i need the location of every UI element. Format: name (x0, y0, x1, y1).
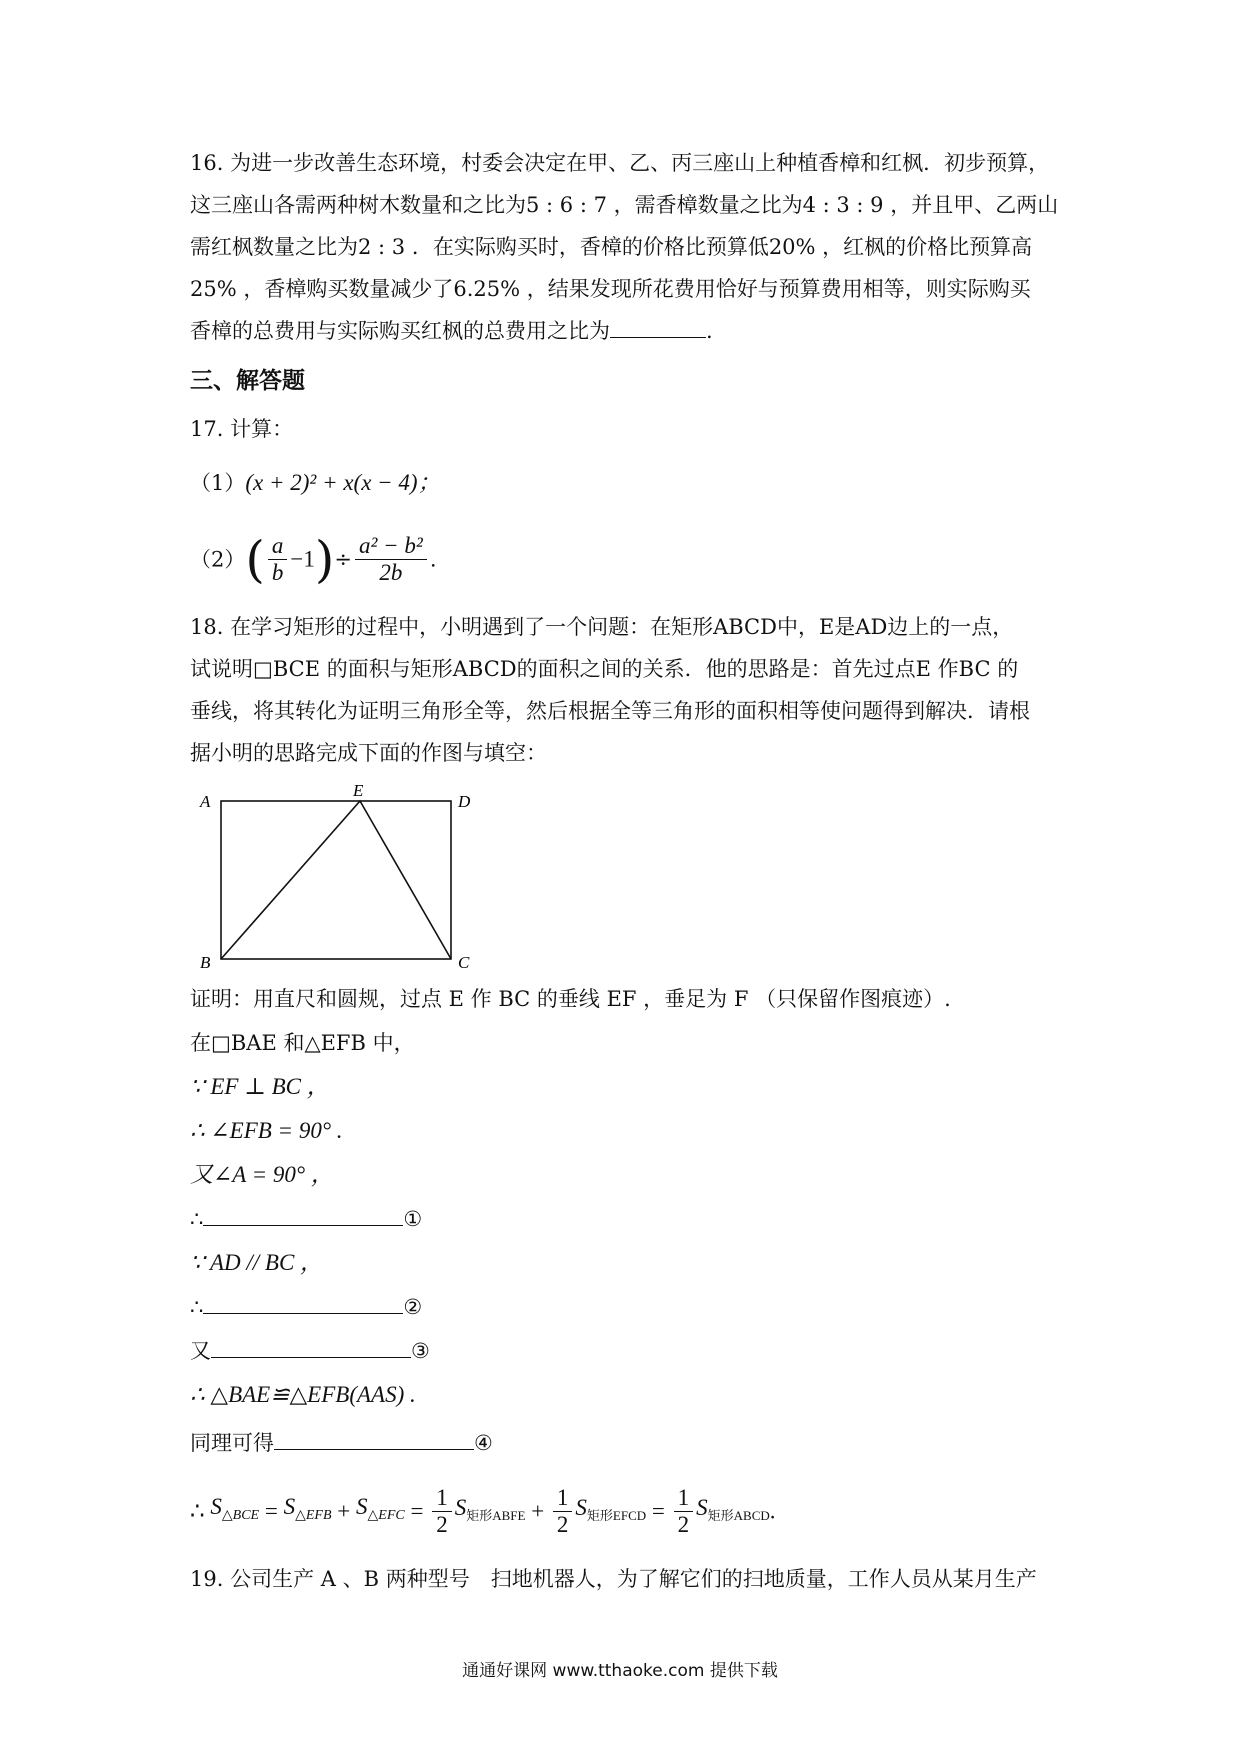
area-term-abfe: $S_{矩形ABFE}$ (454, 1494, 526, 1523)
proof-line-2: 在□BAE 和△EFB 中， (190, 1031, 415, 1055)
footer-source: 通通好课网 www.tthaoke.com 提供下载 (462, 1661, 778, 1681)
marker-2: ② (403, 1295, 423, 1319)
area-term-efb: $S_{\triangle EFB}$ (283, 1494, 332, 1523)
marker-1: ① (403, 1207, 423, 1231)
proof-line-6-prefix: ∴ (190, 1207, 204, 1231)
q17-p2-rparen: ) (314, 530, 335, 589)
label-a: A (200, 792, 211, 811)
plus-1: + (337, 1498, 351, 1524)
proof-line-4: ∴ ∠EFB = 90° . (190, 1118, 343, 1143)
half-fraction-3: $\frac{1}{2}$ (674, 1485, 694, 1538)
half-fraction-1: $\frac{1}{2}$ (432, 1485, 452, 1538)
area-equation-end: . (769, 1498, 776, 1524)
area-term-abcd: $S_{矩形ABCD}$ (696, 1494, 770, 1523)
label-d: D (458, 792, 471, 811)
q17-p2-label: （2） (190, 547, 246, 572)
proof-line-10: ∴ △BAE≌△EFB(AAS) . (190, 1382, 416, 1407)
equals-3: = (651, 1498, 665, 1524)
proof-line-1: 证明：用直尺和圆规，过点 E 作 BC 的垂线 EF ，垂足为 F （只保留作图痕迹）. (190, 987, 951, 1011)
q17-p1-label: （1） (190, 471, 246, 495)
q17-part-1 (190, 468, 441, 498)
q16-line-2: 这三座山各需两种树木数量和之比为5 : 6 : 7 ，需香樟数量之比为4 : 3 : 9 ，并且甲、乙两山 (190, 193, 1059, 217)
proof-line-9-prefix: 又 (190, 1339, 211, 1363)
answer-blank-1[interactable] (203, 1205, 403, 1226)
proof-line-6 (190, 1204, 422, 1234)
rectangle-abcd (221, 801, 451, 959)
label-e: E (353, 781, 364, 800)
proof-line-8-prefix: ∴ (190, 1295, 204, 1319)
q16-line-3: 需红枫数量之比为2 : 3 ．在实际购买时，香樟的价格比预算低20% ，红枫的价格比预算高 (190, 235, 1033, 259)
q16-end: . (706, 319, 713, 343)
area-term-efcd: $S_{矩形EFCD}$ (575, 1494, 647, 1523)
proof-line-3: ∵ EF ⊥ BC ， (190, 1074, 330, 1099)
q17-p2-minus-one: −1 (290, 546, 315, 572)
proof-line-7: ∵ AD // BC ， (190, 1250, 324, 1275)
label-c: C (458, 953, 470, 970)
label-b: B (200, 953, 211, 970)
q16-line-5 (190, 316, 713, 346)
triangle-bce-sides (221, 801, 451, 959)
section-title: 三、解答题 (190, 368, 305, 394)
therefore-symbol: ∴ (190, 1498, 205, 1524)
proof-line-11 (190, 1428, 493, 1458)
q18-line-4: 据小明的思路完成下面的作图与填空： (190, 741, 547, 765)
proof-line-5: 又∠A = 90° ， (190, 1162, 334, 1187)
q17-p2-lparen: ( (245, 530, 265, 589)
q16-answer-blank[interactable] (610, 317, 706, 338)
q18-line-1: 18. 在学习矩形的过程中，小明遇到了一个问题：在矩形ABCD中，E是AD边上的一点， (190, 615, 1014, 639)
q17-p2-fraction-ab: $\frac{\text{a² − b²}}{2b}$ (355, 533, 427, 586)
q17-p2-divide: ÷ (334, 547, 352, 572)
q18-line-3: 垂线，将其转化为证明三角形全等，然后根据全等三角形的面积相等使问题得到解决．请根 (190, 699, 1030, 723)
q17-p2-end: . (429, 547, 437, 572)
answer-blank-3[interactable] (211, 1337, 411, 1358)
rectangle-figure (190, 780, 490, 970)
proof-line-8 (190, 1292, 422, 1322)
marker-4: ④ (474, 1431, 493, 1455)
proof-line-9 (190, 1336, 430, 1366)
q16-line-5-text: 香樟的总费用与实际购买红枫的总费用之比为 (190, 319, 610, 343)
q18-line-2: 试说明□BCE 的面积与矩形ABCD的面积之间的关系．他的思路是：首先过点E 作BC 的 (190, 657, 1019, 681)
q17-intro: 17. 计算： (190, 417, 294, 441)
q16-line-1: 16. 为进一步改善生态环境，村委会决定在甲、乙、丙三座山上种植香樟和红枫．初步预算， (190, 151, 1050, 175)
equals-1: = (264, 1498, 278, 1524)
proof-line-11-prefix: 同理可得 (190, 1431, 274, 1455)
answer-blank-2[interactable] (203, 1293, 403, 1314)
equals-2: = (410, 1498, 424, 1524)
area-equation (190, 1478, 776, 1545)
marker-3: ③ (411, 1339, 430, 1363)
q17-p2-fraction-a-b: $\frac{a}{b}$ (268, 533, 288, 586)
area-term-bce: $S_{\triangle BCE}$ (210, 1494, 260, 1523)
q16-line-4: 25% ，香樟购买数量减少了6.25% ，结果发现所花费用恰好与预算费用相等，则实际购买 (190, 277, 1031, 301)
q17-part-2 (190, 528, 437, 590)
q19-line-1: 19. 公司生产 A 、B 两种型号 扫地机器人，为了解它们的扫地质量，工作人员从某月生产 (190, 1567, 1037, 1591)
plus-2: + (531, 1498, 545, 1524)
area-term-efc: $S_{\triangle EFC}$ (356, 1494, 405, 1523)
q17-p1-expression: (x + 2)² + x(x − 4)； (245, 470, 441, 495)
half-fraction-2: $\frac{1}{2}$ (553, 1485, 573, 1538)
answer-blank-4[interactable] (274, 1429, 474, 1450)
